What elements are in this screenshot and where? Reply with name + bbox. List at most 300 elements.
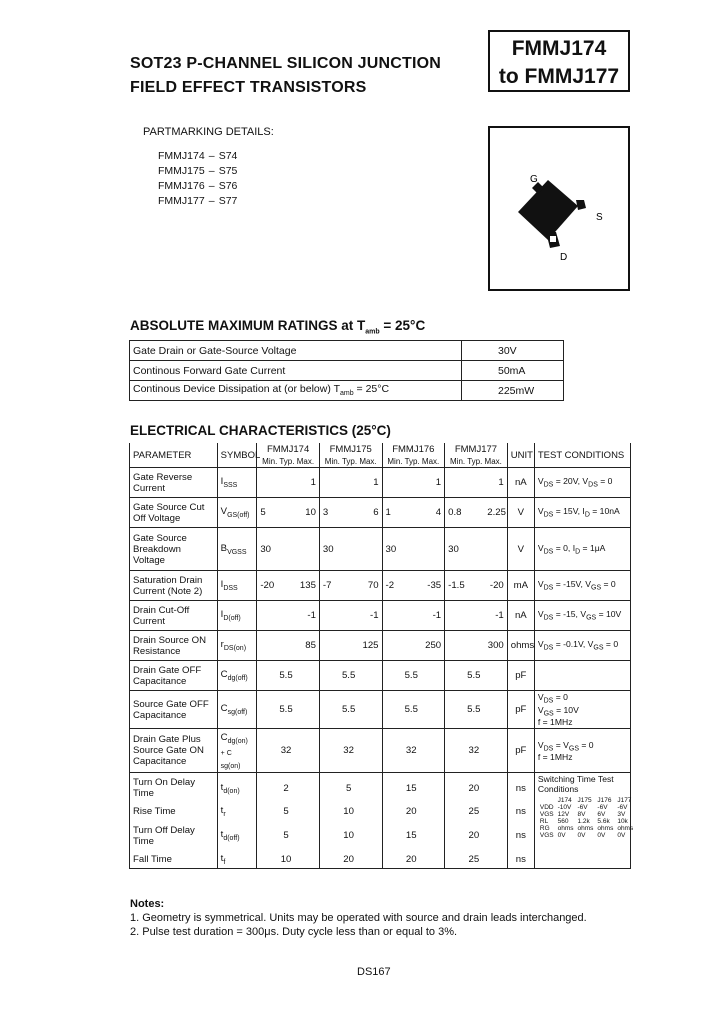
value-cell: 30	[257, 528, 276, 571]
value-cell: 5.5	[463, 661, 484, 691]
test-part: DS	[588, 481, 598, 489]
partmarking-mark: S74	[218, 150, 238, 162]
value-cell	[296, 729, 319, 773]
value-cell: 2.25	[484, 498, 507, 528]
switching-row	[538, 811, 635, 818]
table-row	[130, 361, 564, 381]
symbol-main: C	[220, 703, 228, 715]
switching-cell: J177	[617, 797, 632, 805]
test-part: DS	[543, 745, 554, 753]
value-cell: 10	[343, 806, 354, 818]
value-cell	[276, 528, 297, 571]
value-cell: 85	[296, 631, 319, 661]
param-cell: Rise Time	[130, 803, 218, 821]
value-cell: 30	[382, 528, 401, 571]
value-cell: 10	[276, 851, 297, 869]
value-cell: -1	[422, 601, 445, 631]
value-cell: 1	[359, 468, 382, 498]
test-part: DS	[543, 644, 554, 652]
header-min-typ-max: Min. Typ. Max.	[445, 456, 508, 468]
switching-conditions-table	[538, 797, 635, 839]
switching-cell: RL	[539, 818, 549, 826]
header-device: FMMJ177	[445, 443, 508, 456]
pin-d-label: D	[560, 252, 568, 263]
value-cell: 32	[276, 729, 297, 773]
partmarking-mark: S76	[218, 180, 238, 192]
value-cell: 10	[296, 498, 319, 528]
header-min-typ-max: Min. Typ. Max.	[257, 456, 320, 468]
value-cell	[319, 729, 338, 773]
pin-s-label: S	[596, 212, 603, 223]
abs-value: 225mW	[462, 381, 564, 401]
value-cell: -1	[296, 601, 319, 631]
value-cell	[296, 773, 319, 803]
test-part: GS	[591, 584, 602, 592]
test-part: DS	[543, 548, 554, 556]
switching-cell: ohms	[597, 825, 614, 833]
value-cell	[319, 468, 338, 498]
value-cell: 1	[296, 468, 319, 498]
value-cell: 1	[382, 498, 401, 528]
value-cell	[359, 821, 382, 851]
value-cell	[484, 729, 507, 773]
abs-max-table	[129, 340, 564, 401]
unit-cell: ns	[507, 773, 534, 803]
table-row	[130, 729, 631, 773]
symbol-cell	[217, 571, 257, 601]
table-row	[130, 381, 564, 401]
value-cell: -35	[422, 571, 445, 601]
test-cell	[534, 601, 630, 631]
value-cell: 32	[463, 729, 484, 773]
value-cell	[445, 661, 464, 691]
symbol-cell	[217, 691, 257, 729]
value-cell	[319, 821, 338, 851]
test-part: = 20V, V	[553, 476, 589, 487]
switching-row	[538, 818, 635, 825]
value-cell: 32	[401, 729, 422, 773]
elec-table	[129, 443, 634, 869]
switching-cell: RG	[539, 825, 550, 833]
header-symbol: SYMBOL	[217, 443, 257, 468]
switching-cell: J176	[597, 797, 612, 805]
param-cell: Gate Reverse Current	[130, 468, 218, 498]
test-part: GS	[543, 710, 554, 718]
value-cell	[422, 528, 445, 571]
param-cell: Saturation Drain Current (Note 2)	[130, 571, 218, 601]
switching-cell: -10V	[557, 804, 572, 812]
test-cell	[534, 528, 630, 571]
header-parameter: PARAMETER	[130, 443, 218, 468]
value-cell: -1	[484, 601, 507, 631]
partmarking-sep: –	[208, 195, 215, 207]
value-cell	[401, 528, 422, 571]
test-part: = 15V, I	[553, 506, 585, 517]
document-title	[130, 52, 441, 100]
header-device: FMMJ175	[319, 443, 382, 456]
value-cell	[382, 631, 401, 661]
switching-cell: -6V	[577, 804, 588, 812]
value-cell	[463, 571, 484, 601]
test-cell	[534, 729, 630, 773]
table-row	[130, 498, 631, 528]
switching-cell: 0V	[577, 832, 586, 840]
notes-heading: Notes:	[130, 898, 165, 910]
header-min-typ-max: Min. Typ. Max.	[382, 456, 445, 468]
sot23-package-icon	[490, 128, 628, 289]
value-cell	[359, 661, 382, 691]
value-cell: 15	[405, 830, 417, 842]
symbol-main: I	[220, 609, 224, 621]
table-row	[130, 691, 631, 729]
value-cell: 5.5	[276, 691, 297, 729]
value-cell	[338, 498, 359, 528]
test-part: DS	[543, 511, 554, 519]
switching-header-row	[538, 797, 635, 804]
part-range-line-2: to FMMJ177	[498, 65, 620, 88]
value-cell	[338, 528, 359, 571]
value-cell	[257, 468, 276, 498]
switching-row	[538, 825, 635, 832]
switching-cell	[538, 797, 556, 804]
param-cell: Drain Gate OFF Capacitance	[130, 661, 218, 691]
switching-cell: ohms	[617, 825, 634, 833]
header-min-typ-max: Min. Typ. Max.	[319, 456, 382, 468]
test-part: = 10nA	[589, 506, 620, 517]
value-cell: 5.5	[276, 661, 297, 691]
test-part: GS	[568, 745, 579, 753]
test-part: = 0	[597, 476, 613, 487]
symbol-sub: GS(off)	[227, 511, 250, 519]
test-cell	[534, 661, 630, 691]
test-cell	[534, 631, 630, 661]
symbol-sub: SSS	[223, 481, 238, 489]
value-cell	[445, 468, 464, 498]
value-cell: 70	[359, 571, 382, 601]
value-cell	[445, 851, 464, 869]
test-part: = 1μA	[580, 542, 606, 553]
symbol-sub: DS(on)	[223, 644, 247, 652]
test-part: DS	[543, 697, 554, 705]
abs-param-sub: amb	[339, 390, 354, 398]
value-cell	[484, 821, 507, 851]
value-cell	[276, 468, 297, 498]
pin-d-highlight	[550, 236, 556, 242]
value-cell	[422, 691, 445, 729]
value-cell	[422, 821, 445, 851]
test-text: V	[537, 476, 544, 487]
partmarking-item	[158, 149, 237, 164]
test-cell: Switching Time Test Conditions J174 J175 J176 J177 VDD -10V -6V -6V -6V VGS 12V 8V 6V 3V RL 560 1.2k 5.6k 10k RG ohms ohms ohms ohms VGS 0V 0V 0V 0V	[534, 773, 630, 869]
param-cell: Turn On Delay Time	[130, 773, 218, 803]
symbol-main: I	[220, 476, 224, 488]
switching-cell: -6V	[617, 804, 628, 812]
value-cell	[296, 821, 319, 851]
value-cell	[257, 631, 276, 661]
test-part: DS	[543, 481, 554, 489]
table-row	[130, 601, 631, 631]
symbol-cell	[217, 773, 257, 803]
abs-max-heading-sub: amb	[365, 328, 380, 336]
test-part: = 0, I	[553, 542, 576, 553]
switching-cell: 12V	[557, 811, 570, 819]
value-cell: 32	[338, 729, 359, 773]
partmarking-part: FMMJ174	[158, 150, 205, 162]
symbol-cell	[217, 528, 257, 571]
unit-cell: nA	[507, 601, 534, 631]
value-cell	[463, 498, 484, 528]
value-cell	[445, 729, 464, 773]
value-cell: 20	[468, 830, 480, 842]
value-cell	[338, 468, 359, 498]
param-cell: Drain Source ON Resistance	[130, 631, 218, 661]
param-cell: Gate Source Breakdown Voltage	[130, 528, 218, 571]
symbol-cell	[217, 661, 257, 691]
value-cell	[401, 571, 422, 601]
test-part: V	[537, 739, 544, 750]
test-part: = 10V	[553, 704, 579, 715]
unit-cell: ns	[507, 851, 534, 869]
value-cell: 5	[283, 806, 289, 818]
value-cell: 6	[359, 498, 382, 528]
value-cell	[445, 631, 464, 661]
test-cell	[534, 691, 630, 729]
symbol-cell	[217, 821, 257, 851]
table-row	[130, 631, 631, 661]
symbol-cell	[217, 729, 257, 773]
unit-cell: V	[507, 528, 534, 571]
switching-cell: J174	[557, 797, 572, 805]
value-cell	[382, 601, 401, 631]
switching-cell: VGS	[539, 832, 554, 840]
value-cell	[422, 803, 445, 821]
value-cell: 300	[484, 631, 507, 661]
value-cell: 5	[345, 782, 352, 794]
header-device: FMMJ174	[257, 443, 320, 456]
value-cell	[257, 661, 276, 691]
switching-row	[538, 804, 635, 811]
value-cell	[319, 601, 338, 631]
test-part: D	[575, 548, 581, 556]
value-cell	[276, 631, 297, 661]
value-cell	[257, 601, 276, 631]
header-device: FMMJ176	[382, 443, 445, 456]
value-cell	[445, 803, 464, 821]
test-part: = -15, V	[553, 609, 587, 620]
pin-s-lead	[576, 200, 586, 210]
symbol-sub: d(off)	[223, 835, 240, 843]
test-part: = -15V, V	[553, 579, 592, 590]
value-cell	[422, 851, 445, 869]
partmarking-item	[158, 164, 237, 179]
table-row	[130, 341, 564, 361]
value-cell	[463, 528, 484, 571]
value-cell	[359, 773, 382, 803]
value-cell	[422, 729, 445, 773]
param-cell: Turn Off Delay Time	[130, 821, 218, 851]
value-cell	[319, 851, 338, 869]
param-cell: Drain Cut-Off Current	[130, 601, 218, 631]
value-cell	[359, 851, 382, 869]
package-body	[518, 180, 578, 240]
value-cell: 25	[468, 806, 480, 818]
switching-cell: 8V	[577, 811, 586, 819]
switching-cell: -6V	[597, 804, 608, 812]
value-cell	[257, 773, 276, 803]
value-cell	[296, 528, 319, 571]
value-cell	[276, 571, 297, 601]
symbol-main: r	[220, 639, 224, 651]
value-cell: 0.8	[445, 498, 464, 528]
partmarking-part: FMMJ175	[158, 165, 205, 177]
value-cell	[382, 661, 401, 691]
value-cell	[401, 601, 422, 631]
test-part: DS	[543, 614, 554, 622]
test-text: V	[537, 542, 544, 553]
test-part: GS	[586, 614, 597, 622]
partmarking-mark: S77	[218, 195, 238, 207]
param-cell: Gate Source Cut Off Voltage	[130, 498, 218, 528]
symbol-main: V	[220, 506, 228, 518]
table-row	[130, 773, 631, 803]
value-cell	[359, 803, 382, 821]
value-cell	[276, 601, 297, 631]
value-cell: 20	[338, 851, 359, 869]
value-cell	[319, 691, 338, 729]
unit-cell: pF	[507, 691, 534, 729]
unit-cell: ns	[507, 821, 534, 851]
value-cell	[276, 498, 297, 528]
table-row	[130, 468, 631, 498]
test-cell	[534, 468, 630, 498]
switching-cell: ohms	[577, 825, 594, 833]
partmarking-item	[158, 179, 237, 194]
value-cell	[382, 773, 401, 803]
value-cell	[359, 729, 382, 773]
value-cell	[296, 691, 319, 729]
title-line-2: FIELD EFFECT TRANSISTORS	[130, 79, 367, 96]
switching-cell: 3V	[617, 811, 626, 819]
test-cell	[534, 498, 630, 528]
value-cell: 20	[401, 851, 422, 869]
part-range-line-1: FMMJ174	[511, 37, 607, 60]
switching-cell: 1.2k	[577, 818, 590, 826]
symbol-main: C	[220, 669, 228, 681]
symbol-main: t	[220, 853, 224, 865]
unit-cell: V	[507, 498, 534, 528]
abs-param	[130, 381, 462, 401]
value-cell: 250	[422, 631, 445, 661]
symbol-main: t	[220, 829, 224, 841]
test-part: V	[537, 704, 544, 715]
value-cell: 5	[283, 830, 289, 842]
value-cell: 20	[468, 782, 480, 794]
symbol-cell	[217, 803, 257, 821]
value-cell	[338, 571, 359, 601]
header-test-conditions: TEST CONDITIONS	[534, 443, 630, 468]
unit-cell: mA	[507, 571, 534, 601]
value-cell	[296, 851, 319, 869]
value-cell: 20	[405, 806, 417, 818]
param-cell: Fall Time	[130, 851, 218, 869]
symbol-sub: d(on)	[223, 787, 240, 795]
switching-cell: 5.6k	[597, 818, 610, 826]
value-cell: -1.5	[445, 571, 464, 601]
switching-cell: VDD	[539, 804, 554, 812]
test-text: V	[537, 579, 544, 590]
value-cell	[296, 661, 319, 691]
test-part: = 0	[601, 579, 616, 590]
value-cell	[422, 773, 445, 803]
symbol-sub: D(off)	[223, 614, 241, 622]
switching-row	[538, 832, 635, 839]
abs-value: 50mA	[462, 361, 564, 381]
part-range-box	[488, 30, 630, 92]
symbol-sub: DSS	[223, 584, 238, 592]
switching-cell: ohms	[557, 825, 574, 833]
abs-max-heading-text: ABSOLUTE MAXIMUM RATINGS at T	[130, 318, 366, 333]
partmarking-item	[158, 194, 237, 209]
partmarking-heading: PARTMARKING DETAILS:	[143, 126, 274, 138]
test-text: V	[537, 639, 544, 650]
value-cell	[401, 468, 422, 498]
symbol-sub: r	[223, 811, 226, 819]
value-cell: 5.5	[338, 691, 359, 729]
abs-param: Continous Forward Gate Current	[130, 361, 462, 381]
value-cell	[445, 601, 464, 631]
test-part: V	[537, 692, 544, 702]
value-cell: 5	[257, 498, 276, 528]
abs-value: 30V	[462, 341, 564, 361]
value-cell	[445, 821, 464, 851]
value-cell	[445, 773, 464, 803]
value-cell	[382, 851, 401, 869]
abs-param-tail: = 25°C	[353, 383, 390, 396]
symbol-cell	[217, 631, 257, 661]
switching-cell: 0V	[617, 832, 626, 840]
value-cell: -1	[359, 601, 382, 631]
value-cell: -20	[257, 571, 276, 601]
abs-max-heading	[130, 318, 425, 336]
test-part: = 10V	[596, 609, 622, 620]
note-1: 1. Geometry is symmetrical. Units may be operated with source and drain leads interchanged.	[130, 912, 587, 924]
value-cell	[296, 803, 319, 821]
table-header-row	[130, 443, 631, 456]
test-text: V	[537, 506, 544, 517]
symbol-main: C	[220, 731, 228, 743]
abs-param: Gate Drain or Gate-Source Voltage	[130, 341, 462, 361]
abs-max-heading-tail: = 25°C	[379, 318, 426, 333]
value-cell: 15	[405, 782, 417, 794]
symbol-main: B	[220, 542, 228, 554]
value-cell: 5.5	[338, 661, 359, 691]
value-cell	[463, 601, 484, 631]
switching-cell: 6V	[597, 811, 606, 819]
test-part: = 0	[603, 639, 619, 650]
value-cell	[382, 821, 401, 851]
value-cell: 135	[296, 571, 319, 601]
value-cell	[445, 691, 464, 729]
partmarking-list	[158, 149, 237, 209]
value-cell	[463, 468, 484, 498]
symbol-sub: dg(on) + C sg(on)	[220, 737, 248, 771]
abs-param-text: Continous Device Dissipation at (or below) T	[133, 383, 340, 396]
test-part: = -0.1V, V	[553, 639, 594, 650]
value-cell	[422, 661, 445, 691]
value-cell: 125	[359, 631, 382, 661]
note-2: 2. Pulse test duration = 300μs. Duty cycle less than or equal to 3%.	[130, 926, 458, 938]
value-cell	[382, 691, 401, 729]
